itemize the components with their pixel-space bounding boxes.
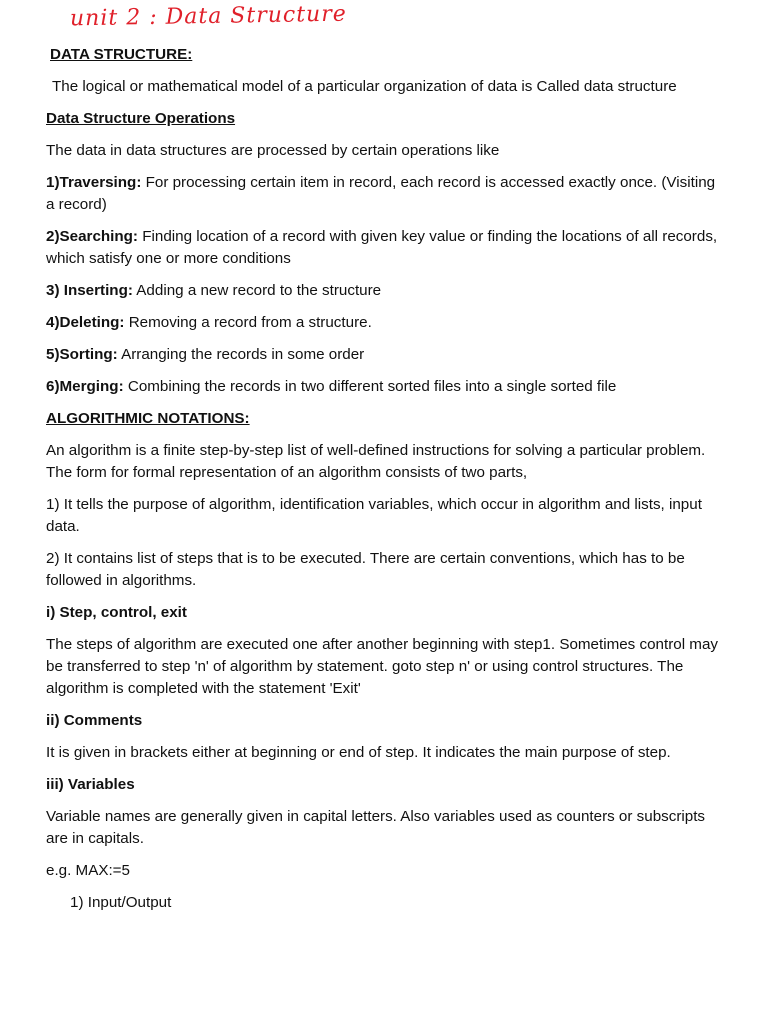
- step-text: The steps of algorithm are executed one after another beginning with step1. Sometimes control may be transferred to step 'n' of algorithm by statement. goto step n' or using control structures. The algorithm is completed with the statement 'Exit': [46, 636, 718, 697]
- op-item: [46, 280, 726, 302]
- op-item: [46, 226, 726, 270]
- ops-intro: The data in data structures are processed by certain operations like: [46, 142, 500, 159]
- op-item: [46, 172, 726, 216]
- ops-heading: Data Structure Operations: [46, 110, 236, 127]
- op-desc: Adding a new record to the structure: [132, 282, 382, 299]
- op-item: [46, 312, 726, 334]
- op-item: [46, 344, 726, 366]
- op-desc: For processing certain item in record, each record is accessed exactly once. (Visiting a record): [46, 174, 716, 213]
- handwritten-title: unit 2 : Data Structure: [69, 1, 347, 32]
- op-desc: Removing a record from a structure.: [124, 314, 372, 331]
- op-desc: Combining the records in two different sorted files into a single sorted file: [123, 378, 617, 395]
- io-list-item: 1) Input/Output: [70, 894, 172, 911]
- algo-intro: An algorithm is a finite step-by-step list of well-defined instructions for solving a particular problem. The form for formal representation of an algorithm consists of two parts,: [46, 442, 706, 481]
- op-term: 5)Sorting:: [46, 346, 118, 363]
- op-term: 6)Merging:: [46, 378, 124, 395]
- op-term: 2)Searching:: [46, 228, 138, 245]
- op-term: 4)Deleting:: [46, 314, 125, 331]
- algo-part-2: 2) It contains list of steps that is to be executed. There are certain conventions, which has to be followed in algorithms.: [46, 550, 685, 589]
- document-body: [46, 44, 726, 924]
- comments-text: It is given in brackets either at beginning or end of step. It indicates the main purpose of step.: [46, 744, 671, 761]
- op-term: 3) Inserting:: [46, 282, 133, 299]
- algo-part-1: 1) It tells the purpose of algorithm, identification variables, which occur in algorithm and lists, input data.: [46, 496, 702, 535]
- op-item: [46, 376, 726, 398]
- example-text: e.g. MAX:=5: [46, 862, 130, 879]
- op-desc: Arranging the records in some order: [117, 346, 365, 363]
- ds-heading: DATA STRUCTURE:: [50, 46, 193, 63]
- algo-heading: ALGORITHMIC NOTATIONS:: [46, 410, 250, 427]
- op-desc: Finding location of a record with given key value or finding the locations of all records, which satisfy one or more conditions: [46, 228, 718, 267]
- vars-text: Variable names are generally given in capital letters. Also variables used as counters or subscripts are in capitals.: [46, 808, 706, 847]
- op-term: 1)Traversing:: [46, 174, 142, 191]
- ds-definition: The logical or mathematical model of a particular organization of data is Called data structure: [52, 78, 677, 95]
- comments-heading: ii) Comments: [46, 712, 143, 729]
- vars-heading: iii) Variables: [46, 776, 135, 793]
- step-heading: i) Step, control, exit: [46, 604, 187, 621]
